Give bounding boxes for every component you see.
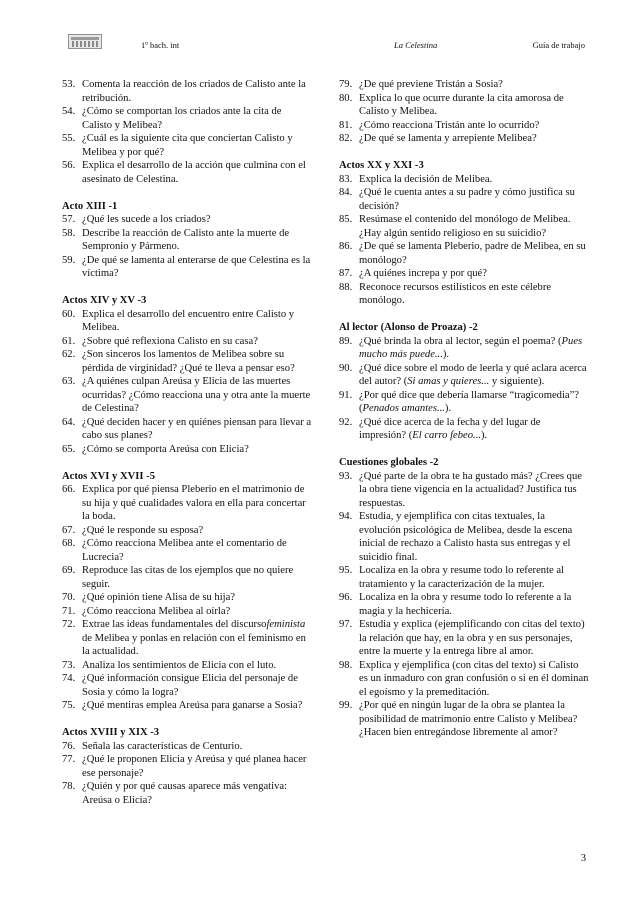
question-number: 54. — [62, 106, 76, 117]
question-number: 83. — [339, 173, 353, 185]
question-text — [359, 389, 589, 416]
question-text — [82, 254, 314, 281]
question-text-part: ). — [442, 349, 450, 360]
question-text — [82, 213, 314, 227]
question-text — [82, 227, 314, 254]
question-number: 93. — [339, 470, 353, 482]
question-text-part: ¿Sobre qué reflexiona Calisto en su casa? — [82, 335, 258, 347]
course-label: 1º bach. int — [141, 40, 180, 50]
section-heading: Actos XIV y XV -3 — [62, 295, 147, 306]
question-text-part: ¿Qué le responde su esposa? — [82, 524, 204, 536]
question-number: 91. — [339, 389, 353, 401]
quoted-verse: feminista — [266, 619, 306, 630]
question-item — [62, 375, 314, 416]
left-column — [62, 78, 314, 821]
question-item — [62, 227, 314, 254]
question-number: 77. — [62, 754, 76, 765]
question-number: 68. — [62, 538, 76, 549]
question-item — [339, 173, 589, 187]
question-item — [339, 699, 589, 740]
question-text — [359, 591, 589, 618]
question-section — [62, 726, 314, 807]
guide-label: Guía de trabajo — [532, 40, 585, 50]
question-item — [62, 591, 314, 605]
question-text — [359, 78, 589, 92]
section-heading: Al lector (Alonso de Proaza) -2 — [339, 322, 478, 333]
question-number: 59. — [62, 254, 76, 266]
question-number: 75. — [62, 700, 76, 711]
question-text — [359, 186, 589, 213]
question-item — [62, 483, 314, 524]
question-text-part: Reconoce recursos estilísticos en este célebre monólogo. — [359, 281, 552, 306]
question-number: 78. — [62, 781, 76, 792]
section-heading: Cuestiones globales -2 — [339, 457, 439, 468]
section-heading: Acto XIII -1 — [62, 200, 118, 212]
question-section — [339, 159, 589, 308]
question-item — [62, 416, 314, 443]
question-text-part: ¿Qué mentiras emplea Areúsa para ganarse a Sosia? — [82, 700, 303, 711]
question-text — [359, 213, 589, 240]
question-item — [339, 267, 589, 281]
question-number: 57. — [62, 214, 76, 225]
question-text-part: Explica la decisión de Melibea. — [359, 173, 493, 185]
question-text-part: ¿Qué dice acerca de la fecha y del lugar de impresión? ( — [359, 416, 541, 441]
question-text — [82, 348, 314, 375]
question-number: 67. — [62, 524, 76, 536]
question-text — [82, 443, 314, 457]
question-item — [62, 740, 314, 754]
question-text — [359, 564, 589, 591]
quoted-verse: Si amas y quieres... — [407, 376, 490, 387]
question-text-part: ¿A quiénes increpa y por qué? — [359, 268, 487, 279]
question-text-part: Explica por qué piensa Pleberio en el matrimonio de su hija y qué cualidades valora en ella para concertar la boda. — [82, 484, 306, 522]
question-text — [82, 699, 314, 713]
question-item — [62, 159, 314, 186]
question-text-part: Explica el desarrollo del encuentro entre Calisto y Melibea. — [82, 308, 295, 333]
question-number: 73. — [62, 659, 76, 671]
question-item — [62, 537, 314, 564]
question-text — [359, 267, 589, 281]
question-text-part: Comenta la reacción de los criados de Calisto ante la retribución. — [82, 79, 306, 104]
question-text — [82, 483, 314, 524]
question-text — [359, 240, 589, 267]
right-column — [339, 78, 589, 753]
question-number: 56. — [62, 160, 76, 171]
question-text-part: ¿Cómo reacciona Tristán ante lo ocurrido? — [359, 119, 540, 131]
question-item — [62, 659, 314, 673]
question-text — [82, 753, 314, 780]
question-number: 98. — [339, 659, 353, 671]
question-text-part: ¿Son sinceros los lamentos de Melibea sobre su pérdida de virginidad? ¿Qué te lleva a pensar eso? — [82, 349, 295, 374]
question-text-part: ¿A quiénes culpan Areúsa y Elicia de las muertes ocurridas? ¿Cómo reacciona una y otra ante la muerte de Celestina? — [82, 376, 311, 414]
question-number: 84. — [339, 187, 353, 198]
question-section — [339, 321, 589, 443]
question-text-part: ¿Cómo reacciona Melibea ante el comentario de Lucrecia? — [82, 538, 287, 563]
question-item — [339, 416, 589, 443]
quoted-verse: Pues mucho más puede... — [359, 335, 583, 360]
question-item — [339, 92, 589, 119]
question-section — [62, 78, 314, 186]
question-item — [62, 105, 314, 132]
question-item — [62, 780, 314, 807]
question-text-part: ¿Qué dice sobre el modo de leerla y qué aclara acerca del autor? ( — [359, 362, 587, 387]
question-number: 94. — [339, 511, 353, 522]
question-number: 90. — [339, 362, 353, 374]
question-number: 89. — [339, 335, 353, 347]
question-item — [339, 281, 589, 308]
question-text — [359, 132, 589, 146]
question-number: 87. — [339, 268, 353, 279]
question-item — [62, 672, 314, 699]
page-number: 3 — [580, 853, 586, 864]
question-text — [359, 362, 589, 389]
question-item — [62, 78, 314, 105]
question-text-part: Describe la reacción de Calisto ante la muerte de Sempronio y Pármeno. — [82, 227, 290, 252]
question-item — [339, 510, 589, 564]
quoted-verse: Penados amantes... — [362, 403, 445, 414]
book-title: La Celestina — [394, 40, 438, 50]
question-text — [82, 618, 314, 659]
question-text-part: de Melibea y ponlas en relación con el feminismo en la actualidad. — [82, 632, 306, 657]
question-section — [339, 78, 589, 146]
question-text — [359, 92, 589, 119]
question-text — [82, 524, 314, 538]
question-text-part: Estudia, y ejemplifica con citas textuales, la evolución psicológica de Melibea, desde la escena inicial de rechazo a Calisto hasta sus entregas y el suicidio final. — [359, 511, 573, 563]
question-text — [82, 132, 314, 159]
question-item — [339, 362, 589, 389]
question-number: 62. — [62, 349, 76, 360]
question-text-part: ¿Qué información consigue Elicia del personaje de Sosia y cómo la logra? — [82, 673, 298, 698]
page-header — [62, 38, 587, 54]
question-item — [62, 753, 314, 780]
question-item — [62, 699, 314, 713]
question-number: 61. — [62, 335, 76, 347]
question-number: 79. — [339, 79, 353, 90]
question-text-part: Analiza los sentimientos de Elicia con el luto. — [82, 659, 277, 671]
question-item — [339, 132, 589, 146]
question-number: 97. — [339, 619, 353, 630]
question-text — [82, 105, 314, 132]
question-text-part: Localiza en la obra y resume todo lo referente a la magia y la hechicería. — [359, 592, 572, 617]
school-logo-icon — [68, 34, 102, 49]
question-text-part: ¿Qué brinda la obra al lector, según el poema? ( — [359, 335, 562, 347]
question-number: 99. — [339, 700, 353, 711]
question-text-part: ¿De qué se lamenta Pleberio, padre de Melibea, en su monólogo? — [359, 241, 586, 266]
question-text — [359, 470, 589, 511]
question-text-part: ¿De qué previene Tristán a Sosia? — [359, 79, 503, 90]
section-heading: Actos XX y XXI -3 — [339, 160, 424, 171]
question-item — [62, 213, 314, 227]
question-number: 95. — [339, 565, 353, 576]
question-number: 81. — [339, 119, 353, 131]
question-number: 80. — [339, 92, 353, 104]
question-text-part: ¿Quién y por qué causas aparece más vengativa: Areúsa o Elicia? — [82, 781, 288, 806]
question-text — [359, 281, 589, 308]
question-text-part: ¿Qué deciden hacer y en quiénes piensan para llevar a cabo sus planes? — [82, 416, 312, 441]
question-number: 53. — [62, 79, 76, 90]
question-text-part: ). — [444, 403, 452, 414]
question-text-part: Señala las características de Centurio. — [82, 740, 243, 752]
question-item — [339, 470, 589, 511]
question-text — [359, 510, 589, 564]
question-number: 63. — [62, 376, 76, 387]
question-item — [339, 78, 589, 92]
question-item — [62, 348, 314, 375]
question-item — [62, 564, 314, 591]
question-text-part: ). — [481, 430, 488, 441]
question-item — [339, 389, 589, 416]
question-text-part: ¿Qué le cuenta antes a su padre y cómo justifica su decisión? — [359, 187, 575, 212]
question-text-part: Resúmase el contenido del monólogo de Melibea. ¿Hay algún sentido religioso en su suicidio? — [359, 214, 571, 239]
question-item — [339, 119, 589, 133]
question-text-part: ¿Por qué en ningún lugar de la obra se plantea la posibilidad de matrimonio entre Calisto y Melibea? ¿Hacen bien entregándose libremente al amor? — [359, 700, 578, 738]
question-text — [82, 672, 314, 699]
question-text — [82, 159, 314, 186]
question-text — [82, 591, 314, 605]
question-number: 55. — [62, 133, 76, 144]
question-text — [82, 740, 314, 754]
question-item — [339, 186, 589, 213]
question-section — [62, 200, 314, 281]
question-number: 92. — [339, 416, 353, 428]
question-section — [339, 456, 589, 740]
question-text — [82, 416, 314, 443]
question-item — [62, 132, 314, 159]
question-number: 70. — [62, 592, 76, 603]
question-text — [82, 335, 314, 349]
question-text — [82, 605, 314, 619]
question-text — [82, 308, 314, 335]
question-number: 65. — [62, 443, 76, 455]
question-section — [62, 470, 314, 713]
question-number: 86. — [339, 241, 353, 252]
section-heading: Actos XVIII y XIX -3 — [62, 727, 160, 738]
question-text — [359, 659, 589, 700]
question-number: 58. — [62, 227, 76, 239]
section-heading: Actos XVI y XVII -5 — [62, 470, 155, 482]
question-number: 74. — [62, 673, 76, 684]
question-item — [339, 240, 589, 267]
question-number: 85. — [339, 214, 353, 225]
question-text-part: Extrae las ideas fundamentales del discurso — [82, 619, 267, 630]
question-number: 60. — [62, 308, 76, 320]
question-number: 66. — [62, 484, 76, 495]
question-number: 72. — [62, 619, 76, 630]
quoted-verse: El carro febeo... — [412, 430, 481, 441]
question-number: 88. — [339, 281, 353, 293]
question-section — [62, 294, 314, 456]
question-text — [359, 416, 589, 443]
question-text — [82, 78, 314, 105]
question-text-part: ¿Qué le proponen Elicia y Areúsa y qué planea hacer ese personaje? — [82, 754, 307, 779]
question-item — [62, 618, 314, 659]
question-text-part: Explica lo que ocurre durante la cita amorosa de Calisto y Melibea. — [359, 92, 564, 117]
question-text — [82, 780, 314, 807]
question-text-part: ¿Qué les sucede a los criados? — [82, 214, 211, 225]
question-text — [359, 618, 589, 659]
question-item — [62, 335, 314, 349]
question-item — [339, 618, 589, 659]
question-text — [82, 564, 314, 591]
question-text — [82, 375, 314, 416]
question-text-part: ¿Qué parte de la obra te ha gustado más? ¿Crees que la obra tiene vigencia en la actualidad? Justifica tus respuestas. — [359, 470, 582, 509]
question-item — [339, 659, 589, 700]
question-text-part: ¿Cómo se comporta Areúsa con Elicia? — [82, 443, 249, 455]
question-number: 76. — [62, 740, 76, 752]
question-number: 82. — [339, 133, 353, 144]
question-item — [62, 308, 314, 335]
question-number: 96. — [339, 592, 353, 603]
question-number: 71. — [62, 605, 76, 617]
question-text — [82, 537, 314, 564]
question-text-part: ¿De qué se lamenta y arrepiente Melibea? — [359, 133, 537, 144]
question-text-part: Reproduce las citas de los ejemplos que no quiere seguir. — [82, 565, 294, 590]
question-item — [339, 564, 589, 591]
question-text-part: ¿Cómo reacciona Melibea al oírla? — [82, 605, 231, 617]
question-text — [359, 699, 589, 740]
question-item — [62, 443, 314, 457]
question-text-part: ¿Cuál es la siguiente cita que conciertan Calisto y Melibea y por qué? — [82, 133, 293, 158]
question-item — [339, 591, 589, 618]
question-item — [339, 335, 589, 362]
question-text-part: y siguiente). — [489, 376, 545, 387]
question-text — [359, 335, 589, 362]
question-item — [62, 605, 314, 619]
question-text-part: ¿Cómo se comportan los criados ante la cita de Calisto y Melibea? — [82, 106, 282, 131]
question-text-part: ¿De qué se lamenta al enterarse de que Celestina es la víctima? — [82, 254, 311, 279]
question-text-part: Localiza en la obra y resume todo lo referente al tratamiento y la caracterización de la mujer. — [359, 565, 565, 590]
question-text-part: ¿Por qué dice que debería llamarse “tragicomedia”? ( — [359, 389, 580, 414]
question-item — [339, 213, 589, 240]
question-text — [359, 119, 589, 133]
question-text — [82, 659, 314, 673]
question-text-part: Explica y ejemplifica (con citas del texto) si Calisto es un inmaduro con gran confusión o si en él dominan el egoísmo y la premeditación. — [359, 659, 589, 698]
question-text — [359, 173, 589, 187]
question-text-part: ¿Qué opinión tiene Alisa de su hija? — [82, 592, 235, 603]
question-text-part: Explica el desarrollo de la acción que culmina con el asesinato de Celestina. — [82, 160, 306, 185]
question-number: 69. — [62, 565, 76, 576]
question-item — [62, 524, 314, 538]
question-text-part: Estudia y explica (ejemplificando con citas del texto) la relación que hay, en la obra y en sus personajes, entre la muerte y la entrega libre al amor. — [359, 619, 585, 657]
question-number: 64. — [62, 416, 76, 428]
question-item — [62, 254, 314, 281]
